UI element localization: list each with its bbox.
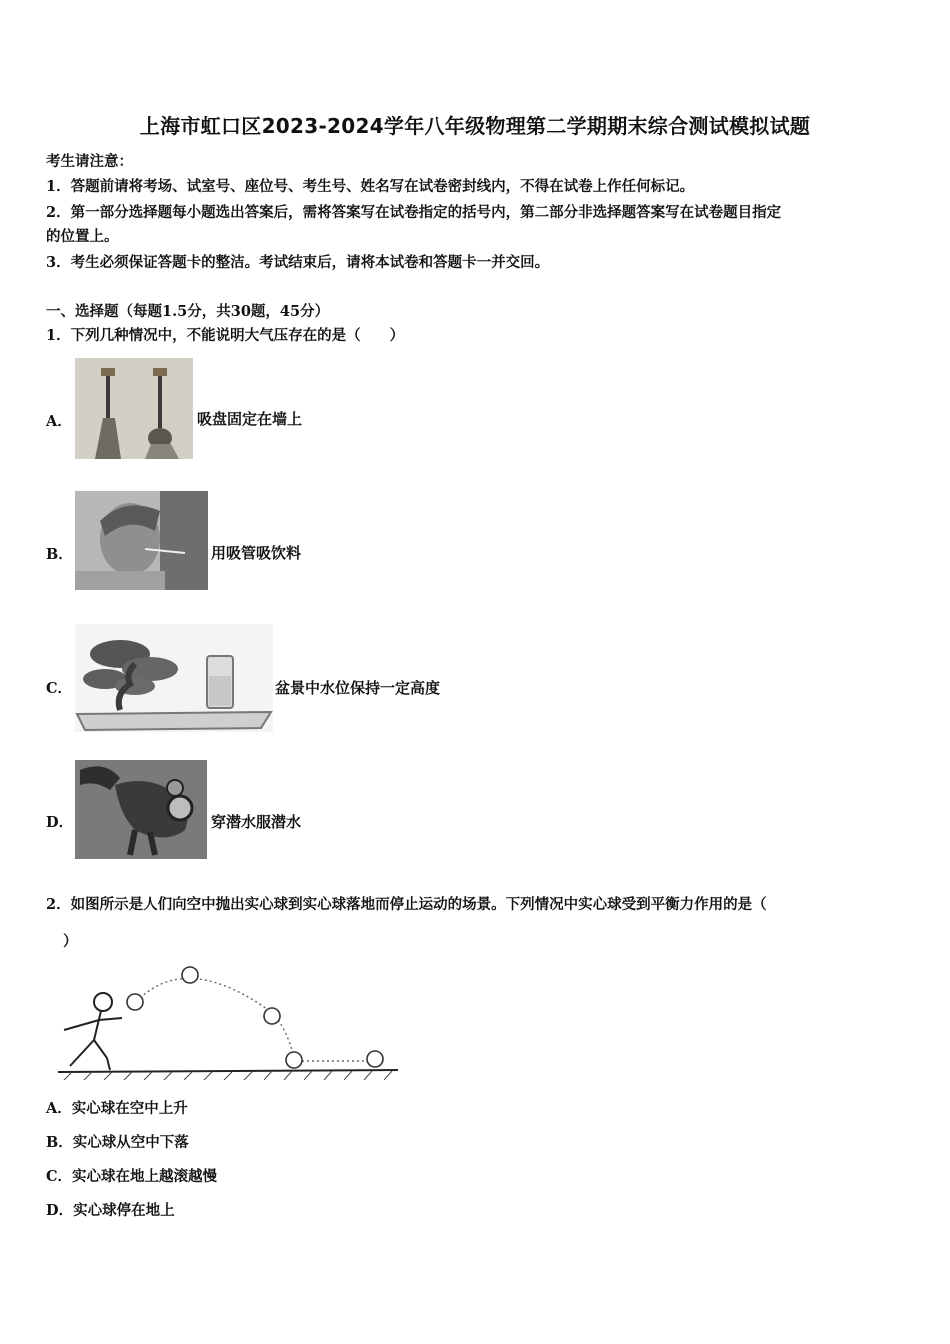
q2-option-d-text: 实心球停在地上 [73, 1202, 175, 1219]
notice-item-1: 1．答题前请将考场、试室号、座位号、考生号、姓名写在试卷密封线内，不得在试卷上作任何标记。 [46, 178, 695, 195]
q1-option-d-letter: D． [46, 814, 74, 831]
q1-option-a-letter: A． [46, 413, 72, 430]
suction-cup-image [75, 358, 193, 459]
q2-option-d-letter: D． [46, 1202, 74, 1219]
q1-option-b-text: 用吸管吸饮料 [211, 544, 302, 562]
q2-option-c [46, 1167, 217, 1187]
q2-option-d [46, 1201, 175, 1221]
q1-option-a-text: 吸盘固定在墙上 [197, 410, 303, 428]
bonsai-water-image [75, 624, 273, 732]
notice-item-2-cont: 的位置上。 [46, 228, 119, 245]
question-2-stem: 2．如图所示是人们向空中抛出实心球到实心球落地而停止运动的场景。下列情况中实心球受到平衡力作用的是（ [46, 896, 767, 913]
q2-option-b [46, 1133, 189, 1153]
shot-put-trajectory-diagram [52, 962, 402, 1080]
page-title: 上海市虹口区2023-2024学年八年级物理第二学期期末综合测试模拟试题 [139, 114, 811, 138]
notice-item-3: 3．考生必须保证答题卡的整洁。考试结束后，请将本试卷和答题卡一并交回。 [46, 254, 550, 271]
diving-suit-image [75, 760, 207, 859]
q2-option-a [46, 1099, 188, 1119]
q2-option-b-text: 实心球从空中下落 [72, 1134, 189, 1151]
notice-heading: 考生请注意： [46, 153, 133, 170]
q2-option-c-text: 实心球在地上越滚越慢 [72, 1168, 218, 1185]
q1-option-d-text: 穿潜水服潜水 [211, 813, 302, 831]
q1-option-c-text: 盆景中水位保持一定高度 [275, 679, 441, 697]
notice-item-2: 2．第一部分选择题每小题选出答案后，需将答案写在试卷指定的括号内，第二部分非选择题答案写在试卷题目指定 [46, 204, 782, 221]
q1-option-c-letter: C． [46, 680, 73, 697]
q2-option-c-letter: C． [46, 1168, 73, 1185]
question-1-stem: 1．下列几种情况中，不能说明大气压存在的是（ ） [46, 327, 405, 344]
q2-option-a-text: 实心球在空中上升 [71, 1100, 188, 1117]
q2-option-b-letter: B． [46, 1134, 73, 1151]
straw-drinking-image [75, 491, 208, 590]
section-heading: 一、选择题（每题1.5分，共30题，45分） [46, 303, 330, 320]
question-2-stem-cont: ） [63, 933, 78, 950]
q1-option-b-letter: B． [46, 546, 73, 563]
q2-option-a-letter: A． [46, 1100, 72, 1117]
